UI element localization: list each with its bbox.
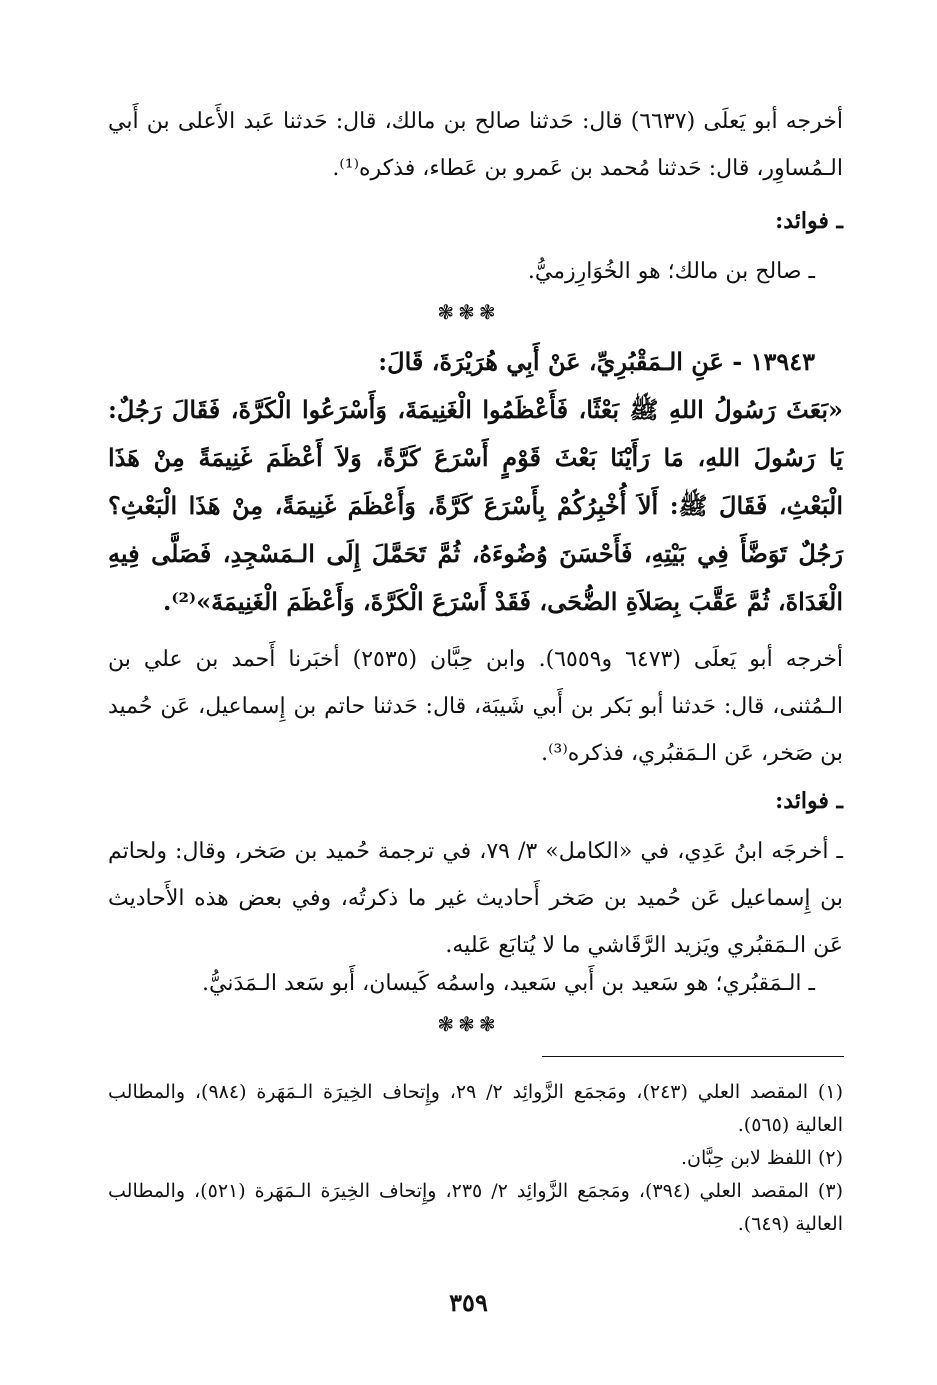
text-p1: أخرجه أبو يَعلَى (٦٦٣٧) قال: حَدثنا صالح بن مالك، قال: حَدثنا عَبد الأَعلى بن أَبي الـمُساوِر، قال: حَدثنا مُحمد بن عَمرو بن عَطاء، فذكره⁽¹⁾. [108, 109, 843, 181]
fawaid-1-heading: ـ فوائد: [775, 208, 843, 234]
hadith-body [108, 386, 843, 626]
text-p2: أخرجه أبو يَعلَى (٦٤٧٣ و٦٥٥٩). وابن حِبَّان (٢٥٣٥) أخبَرنا أَحمد بن علي بن الـمُثنى، قال: حَدثنا أبو بَكر بن أَبي شَيبَة، قال: حَدثنا حاتم بن إِسماعيل، عَن حُميد بن صَخر، عَن الـمَقبُري، فذكره⁽³⁾. [108, 647, 843, 766]
fawaid-2-heading: ـ فوائد: [775, 788, 843, 814]
hadith-text: «بَعَثَ رَسُولُ اللهِ ﷺ بَعْثًا، فَأَعْظَمُوا الْغَنِيمَةَ، وَأَسْرَعُوا الْكَرَّةَ، فَقَالَ رَجُلٌ: يَا رَسُولَ اللهِ، مَا رَأَيْنَا بَعْثَ قَوْمٍ أَسْرَعَ كَرَّةً، وَلاَ أَعْظَمَ غَنِيمَةً مِنْ هَذَا الْبَعْثِ، فَقَالَ ﷺ: أَلاَ أُخْبِرُكُمْ بِأَسْرَعَ كَرَّةً، وَأَعْظَمَ غَنِيمَةً، مِنْ هَذَا الْبَعْثِ؟ رَجُلٌ تَوَضَّأَ فِي بَيْتِهِ، فَأَحْسَنَ وُضُوءَهُ، ثُمَّ تَحَمَّلَ إِلَى الـمَسْجِدِ، فَصَلَّى فِيهِ الْغَدَاةَ، ثُمَّ عَقَّبَ بِصَلاَةِ الضُّحَى، فَقَدْ أَسْرَعَ الْكَرَّةَ، وَأَعْظَمَ الْغَنِيمَةَ»⁽²⁾. [108, 395, 843, 616]
footnote-3: (٣) المقصد العلي (٣٩٤)، ومَجمَع الزَّوائِد ٢/ ٢٣٥، وإِتحاف الخِيرَة الـمَهَرة (٥٢١)، والمطالب العالية (٦٤٩). [108, 1180, 843, 1235]
fawaid-2-item-1: ـ أخرجَه ابنُ عَدِي، في «الكامل» ٣/ ٧٩، في ترجمة حُميد بن صَخر، وقال: ولحاتم بن إِسماعيل عَن حُميد بن صَخر أَحاديث غير ما ذكرتُه، وفي بعض هذه الأَحاديث عَن الـمَقبُري ويَزيد الرَّقَاشي ما لا يُتابَع عَليه. [108, 839, 844, 958]
section-divider-stars: ❃❃❃ [437, 1012, 500, 1036]
fawaid-1-item: ـ صالح بن مالك؛ هو الخُوَارِزميُّ. [527, 259, 815, 284]
section-divider-stars: ❃❃❃ [437, 300, 500, 324]
fawaid-2-item-2: ـ الـمَقبُري؛ هو سَعيد بن أَبي سَعيد، واسمُه كَيسان، أَبو سَعد الـمَدَنيُّ. [201, 971, 815, 996]
paragraph-2 [108, 636, 843, 777]
page-number: ٣٥٩ [449, 1288, 488, 1317]
hadith-intro: ١٣٩٤٣ - عَنِ الـمَقْبُرِيِّ، عَنْ أَبِي هُرَيْرَةَ، قَالَ: [378, 347, 815, 376]
footnote-1: (١) المقصد العلي (٢٤٣)، ومَجمَع الزَّوائِد ٢/ ٢٩، وإِتحاف الخِيرَة الـمَهَرة (٩٨٤)، والمطالب العالية (٥٦٥). [108, 1081, 843, 1136]
paragraph-1 [108, 98, 843, 192]
footnote-2: (٢) اللفظ لابن حِبَّان. [680, 1147, 843, 1169]
footnote-separator [542, 1056, 844, 1057]
footnotes [108, 1076, 843, 1241]
